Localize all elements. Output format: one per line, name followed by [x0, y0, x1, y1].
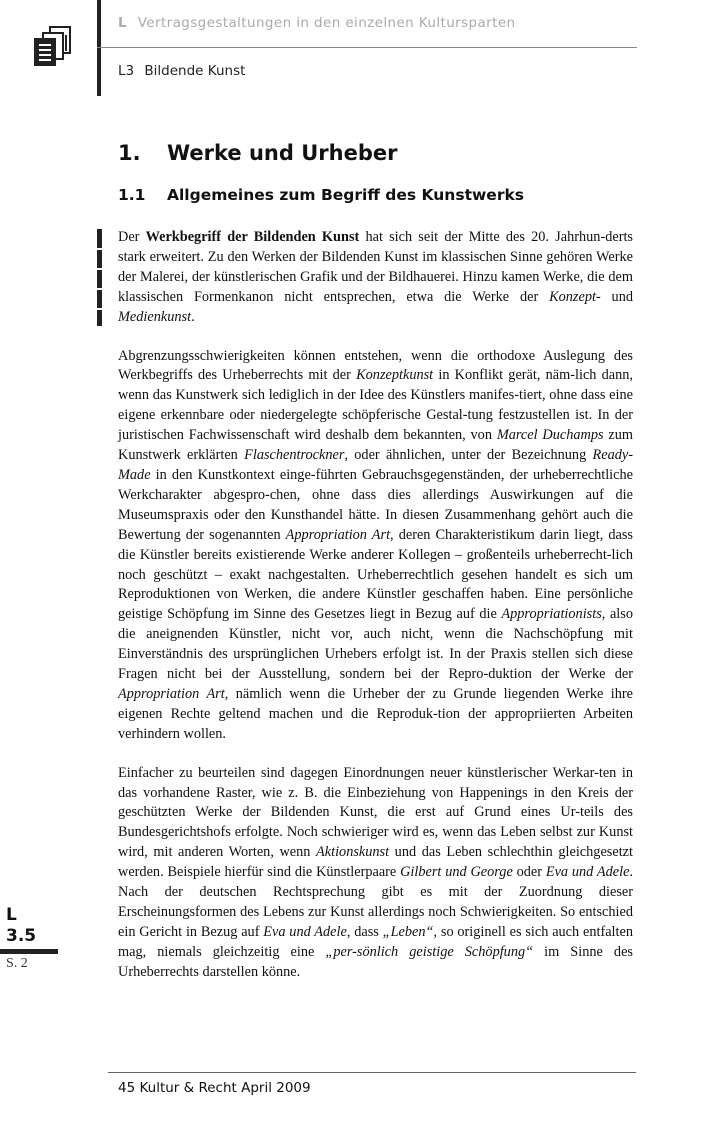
text-run: , so originell es sich auch entfalten mag, niemals gleichzeitig eine [118, 923, 633, 960]
text-run: , nämlich wenn die Urheber der zu Grunde liegenden Werke ihre eigenen Rechte geltend machen und die Reproduk-tion der appropriierten Arbeiten verhindern wollen. [118, 685, 633, 742]
section-number: 1.1 [118, 186, 146, 204]
sub-title: Bildende Kunst [144, 63, 246, 79]
section-title: Allgemeines zum Begriff des Kunstwerks [167, 186, 524, 204]
footer-text: 45 Kultur & Recht April 2009 [118, 1080, 311, 1096]
body-text [118, 228, 633, 1002]
italic-run: Marcel Duchamps [496, 427, 604, 444]
header-rule [97, 47, 637, 48]
chapter-title: Werke und Urheber [167, 141, 398, 165]
document-stack-icon [30, 25, 74, 67]
chapter-heading [118, 141, 397, 165]
italic-run: Ready-Made [118, 447, 633, 483]
text-run: in den Kunstkontext einge-führten Gebrauchsgegenständen, der urheberrechtliche Werkcharakter abgespro-chen, ohne dass dies allerdings Auswirkungen auf die Museumspraxis oder den Kunsthandel hätte. In diesen Zusammenhang gehört auch die Bewertung der sogenannten [118, 466, 633, 543]
text-run: im Sinne des Urheberrechts darstellen könne. [118, 943, 633, 980]
text-run: zum Kunstwerk erklärten [118, 427, 633, 464]
bold-run: Werkbegriff der Bildenden Kunst [145, 229, 360, 245]
text-run: , deren Charakteristikum darin liegt, dass die Künstler bereits existierende Werke anderer Kollegen – großenteils urheberrecht-lich noch geschützt – exakt nachgestalten. Urheberrechtlich gesehen handelt es sich um Reproduktionen von Werken, die andere Künstler geschaffen haben. Eine persönliche geistige Schöpfung im Sinne des Gesetzes liegt in Bezug auf die [118, 526, 633, 623]
section-heading [118, 186, 524, 204]
italic-run: Eva und Adele [545, 864, 630, 881]
text-run: , oder ähnlichen, unter der Bezeichnung [344, 447, 593, 464]
italic-run: „per-sönlich geistige Schöpfung“ [325, 943, 534, 960]
side-tab-number: 3.5 [6, 926, 37, 946]
text-run: . [191, 308, 195, 325]
text-run: und [600, 288, 633, 305]
running-section: L [118, 15, 128, 31]
running-head [118, 15, 516, 31]
italic-run: Konzeptkunst [356, 367, 434, 384]
italic-run: Appropriation Art [285, 526, 391, 543]
sub-section: L3 [118, 63, 135, 79]
italic-run: Aktionskunst [316, 844, 390, 861]
header-vertical-bar [97, 0, 101, 96]
text-run: in Konflikt gerät, näm-lich dann, wenn das Kunstwerk sich lediglich in der Idee des Künstlers manifes-tiert, ohne dass eine eigene erkennbare oder niedergelegte schöpferische Gestal-tung festzustellen ist. In der juristischen Fachwissenschaft wird deshalb dem bekannten, von [118, 367, 633, 444]
paragraph [118, 764, 633, 983]
text-run: Einfacher zu beurteilen sind dagegen Einordnungen neuer künstlerischer Werkar-ten in das vorhandene Raster, wie z. B. die Einbeziehung von Happenings in den Kreis der geschützten Werke der Bildenden Kunst, die erst auf Grund eines Ur-teils des Bundesgerichtshofs erfolgte. Noch schwieriger wird es, wenn das Leben selbst zur Kunst wird, mit anderen Worten, wenn [118, 764, 633, 861]
chapter-number: 1. [118, 141, 141, 165]
italic-run: Flaschentrockner [244, 447, 345, 464]
side-tab [0, 905, 60, 972]
side-tab-page: S. 2 [6, 956, 28, 971]
text-run: Abgrenzungsschwierigkeiten können entstehen, wenn die orthodoxe Auslegung des Werkbegriffs des Urheberrechts mit der [118, 347, 633, 384]
text-run: und das Leben schlechthin gleichgesetzt werden. Beispiele hierfür sind die Künstlerpaare [118, 844, 633, 881]
text-run: . Nach der deutschen Rechtsprechung gibt es mit der Zuordnung dieser Erscheinungsformen des Lebens zur Kunst allerdings noch Schwierigkeiten. So entschied ein Gericht in Bezug auf [118, 864, 633, 940]
side-tab-bar [0, 949, 58, 954]
italic-run: Appropriationists [501, 606, 602, 623]
margin-marker [97, 229, 102, 326]
italic-run: Konzept- [549, 288, 601, 305]
sub-head [118, 63, 245, 79]
text-run: , dass [346, 923, 383, 940]
italic-run: Appropriation Art [118, 685, 225, 702]
text-run: Der [118, 229, 146, 245]
running-title: Vertragsgestaltungen in den einzelnen Kultursparten [137, 15, 516, 31]
text-run: hat sich seit der Mitte des 20. Jahrhun-derts stark erweitert. Zu den Werken der Bildenden Kunst im klassischen Sinne gehören Werke der Malerei, der künstlerischen Grafik und der Bildhauerei. Hinzu kamen Werke, die dem klassischen Formenkanon nicht entsprechen, etwa die Werke der [118, 229, 633, 305]
italic-run: „Leben“ [382, 923, 434, 940]
paragraph [118, 347, 633, 745]
footer-rule [108, 1072, 636, 1073]
italic-run: Gilbert und George [400, 864, 513, 881]
text-run: , also die aneignenden Künstler, nicht vor, auch nicht, wenn die Nachschöpfung mit Einverständnis des ursprünglichen Urhebers erfolgt ist. In der Praxis stellen sich diese Fragen nicht bei der Ausstellung, sondern bei der Repro-duktion der Werke der [118, 606, 633, 683]
side-tab-letter: L [6, 905, 17, 925]
text-run: oder [512, 864, 546, 881]
paragraph [118, 228, 633, 328]
italic-run: Eva und Adele [263, 923, 347, 940]
italic-run: Medienkunst [118, 308, 192, 325]
